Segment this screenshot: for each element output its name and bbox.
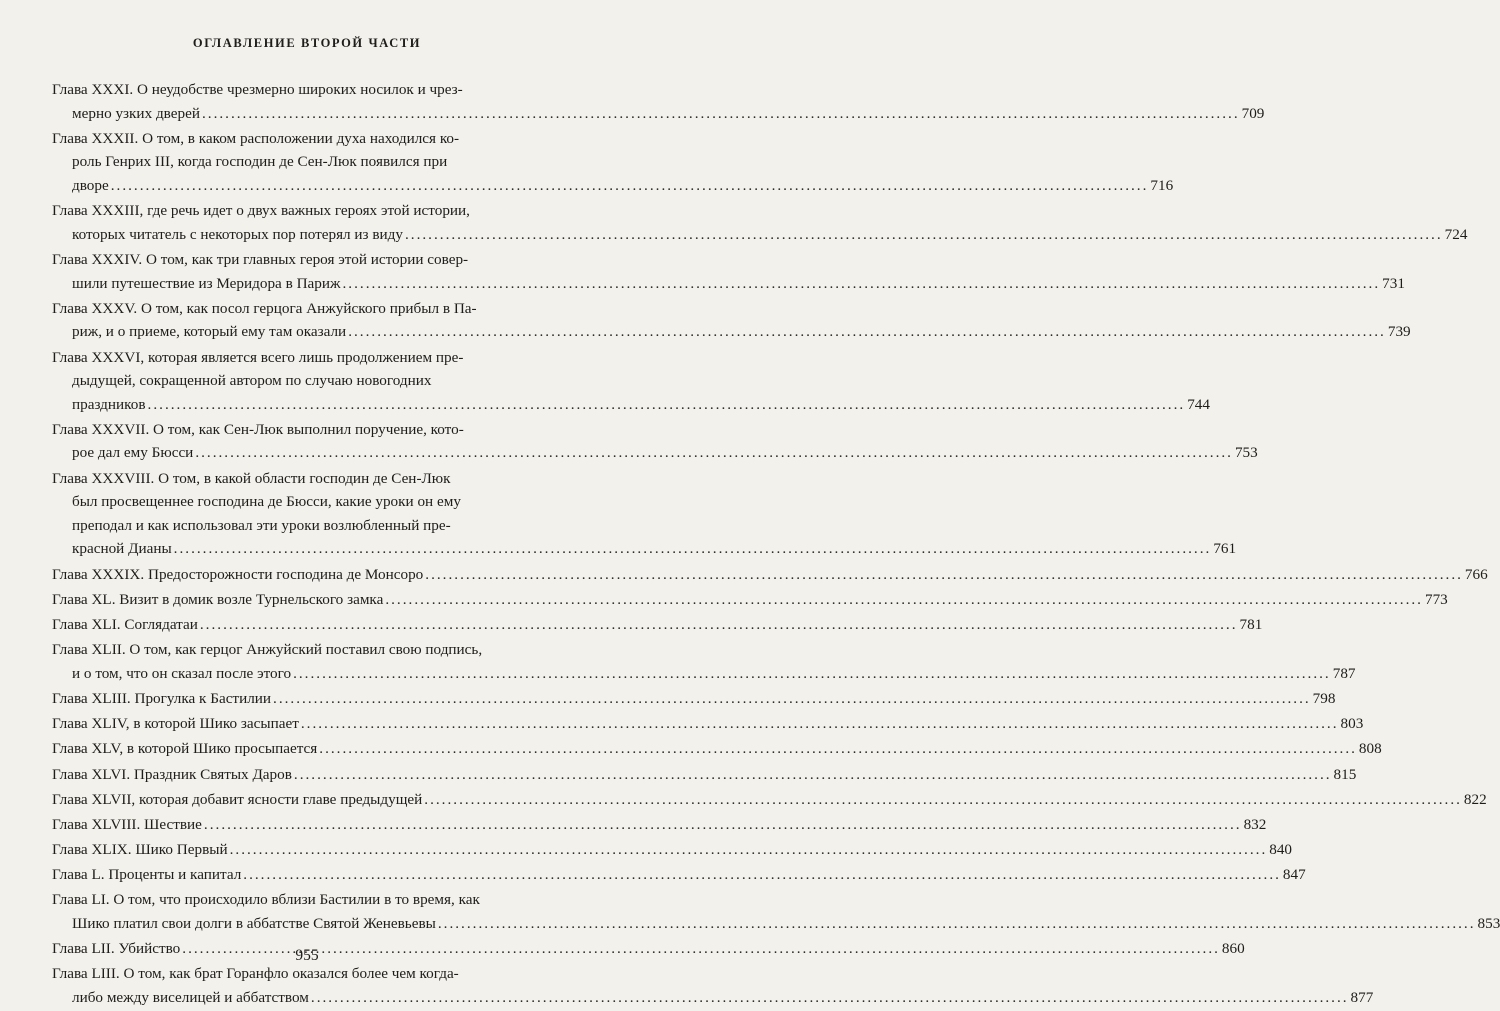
toc-entry-page: 753 [1235,441,1258,465]
dot-leader [111,174,1149,198]
toc-entry-line: роль Генрих III, когда господин де Сен-Люк появился при [52,150,570,174]
toc-entry-last-line [52,737,570,761]
toc-entry-page: 716 [1150,174,1173,198]
toc-entry-title: Глава XL. Визит в домик возле Турнельского замка [52,588,383,612]
toc-entry-line: Глава LI. О том, что происходило вблизи Бастилии в то время, как [52,888,570,912]
toc-entry-title: Глава XLV, в которой Шико просыпается [52,737,317,761]
toc-entry-line: Глава XLII. О том, как герцог Анжуйский поставил свою подпись, [52,638,570,662]
toc-entry-page: 744 [1187,393,1210,417]
toc-entry-last-line [52,613,570,637]
dot-leader [230,838,1268,862]
toc-entry-page: 709 [1242,102,1265,126]
dot-leader [438,912,1476,936]
toc-entry-page: 761 [1213,537,1236,561]
toc-entry-last-line [52,912,570,936]
toc-entry-title: Глава XLIII. Прогулка к Бастилии [52,687,271,711]
dot-leader [294,763,1332,787]
toc-entry-title: Глава XLI. Соглядатаи [52,613,198,637]
toc-entry-last-line [52,537,570,561]
toc-entry-line: был просвещеннее господина де Бюсси, какие уроки он ему [52,490,570,514]
dot-leader [343,272,1381,296]
toc-entry-page: 808 [1359,737,1382,761]
toc-entry-page: 803 [1341,712,1364,736]
toc-entry [52,863,570,887]
toc-entry-title: либо между виселицей и аббатством [72,986,309,1010]
toc-entry-title: Глава L. Проценты и капитал [52,863,241,887]
toc-entry-page: 766 [1465,563,1488,587]
dot-leader [405,223,1443,247]
toc-entry-last-line [52,223,570,247]
toc-entry [52,813,570,837]
toc-entry-title: Глава LII. Убийство [52,937,180,961]
toc-entry-page: 724 [1445,223,1468,247]
dot-leader [174,537,1212,561]
toc-entry-last-line [52,393,570,417]
dot-leader [200,613,1238,637]
dot-leader [311,986,1349,1010]
toc-entry-title: Глава XLVIII. Шествие [52,813,202,837]
toc-entry-title: рое дал ему Бюсси [72,441,193,465]
toc-entry-line: дыдущей, сокращенной автором по случаю новогодних [52,369,570,393]
toc-entry [52,467,570,561]
toc-entry-last-line [52,272,570,296]
toc-entry-title: мерно узких дверей [72,102,200,126]
toc-entry [52,418,570,465]
toc-entry-page: 853 [1478,912,1500,936]
toc-entry-page: 840 [1269,838,1292,862]
toc-entry [52,638,570,685]
dot-leader [425,563,1463,587]
toc-entry-title: которых читатель с некоторых пор потерял из виду [72,223,403,247]
toc-entry-last-line [52,687,570,711]
toc-entry-last-line [52,712,570,736]
dot-leader [424,788,1462,812]
toc-entry-line: Глава XXXV. О том, как посол герцога Анжуйского прибыл в Па- [52,297,570,321]
toc-entry-title: Глава XLVI. Праздник Святых Даров [52,763,292,787]
toc-entry-last-line [52,838,570,862]
toc-entry-title: и о том, что он сказал после этого [72,662,291,686]
toc-entry [52,712,570,736]
dot-leader [148,393,1186,417]
toc-entry-page: 773 [1425,588,1448,612]
toc-entry-line: Глава XXXIV. О том, как три главных героя этой истории совер- [52,248,570,272]
toc-entry [52,962,570,1009]
toc-entry [52,248,570,295]
toc-entry-line: Глава XXXVI, которая является всего лишь продолжением пре- [52,346,570,370]
toc-entry-page: 822 [1464,788,1487,812]
dot-leader [202,102,1240,126]
dot-leader [204,813,1242,837]
toc-entry-line: Глава LIII. О том, как брат Горанфло оказался более чем когда- [52,962,570,986]
toc-entry-page: 847 [1283,863,1306,887]
dot-leader [385,588,1423,612]
toc-entry [52,588,570,612]
dot-leader [319,737,1357,761]
toc-entry [52,78,570,125]
dot-leader [243,863,1281,887]
toc-entry-title: Глава XLIX. Шико Первый [52,838,228,862]
toc-entry [52,888,570,935]
toc-entry-title: Глава XLVII, которая добавит ясности главе предыдущей [52,788,422,812]
toc-entry [52,763,570,787]
toc-entry-title: Глава XXXIX. Предосторожности господина де Монсоро [52,563,423,587]
toc-entry-last-line [52,320,570,344]
dot-leader [273,687,1311,711]
toc-entry-line: Глава XXXVII. О том, как Сен-Люк выполнил поручение, кото- [52,418,570,442]
toc-entry [52,788,570,812]
toc-entry-line: Глава XXXIII, где речь идет о двух важных героях этой истории, [52,199,570,223]
table-of-contents [52,78,570,1011]
toc-entry-page: 832 [1244,813,1267,837]
toc-entry-last-line [52,563,570,587]
dot-leader [348,320,1386,344]
toc-entry [52,838,570,862]
dot-leader [301,712,1339,736]
toc-entry-last-line [52,102,570,126]
toc-entry [52,737,570,761]
dot-leader [293,662,1331,686]
running-head: ОГЛАВЛЕНИЕ ВТОРОЙ ЧАСТИ [0,36,614,51]
toc-entry-page: 787 [1333,662,1356,686]
toc-entry-title: риж, и о приеме, который ему там оказали [72,320,346,344]
toc-entry [52,563,570,587]
toc-entry-page: 739 [1388,320,1411,344]
toc-entry-title: Шико платил свои долги в аббатстве Святой Женевьевы [72,912,436,936]
toc-entry-page: 877 [1351,986,1374,1010]
toc-entry-title: шили путешествие из Меридора в Париж [72,272,341,296]
toc-entry-last-line [52,662,570,686]
toc-entry-last-line [52,763,570,787]
toc-entry-page: 798 [1313,687,1336,711]
toc-entry-last-line [52,788,570,812]
toc-entry [52,687,570,711]
toc-entry-last-line [52,813,570,837]
toc-entry [52,613,570,637]
toc-entry-title: красной Дианы [72,537,172,561]
book-page [0,0,614,1000]
page-number: 955 [0,947,614,965]
toc-entry-last-line [52,174,570,198]
toc-entry [52,127,570,198]
toc-entry-last-line [52,441,570,465]
toc-entry-title: дворе [72,174,109,198]
toc-entry-line: Глава XXXVIII. О том, в какой области господин де Сен-Люк [52,467,570,491]
toc-entry-last-line [52,986,570,1010]
toc-entry-page: 781 [1240,613,1263,637]
toc-entry [52,297,570,344]
toc-entry-line: Глава XXXI. О неудобстве чрезмерно широких носилок и чрез- [52,78,570,102]
toc-entry [52,346,570,417]
toc-entry-page: 731 [1382,272,1405,296]
toc-entry-last-line [52,863,570,887]
toc-entry-title: Глава XLIV, в которой Шико засыпает [52,712,299,736]
toc-entry-title: праздников [72,393,146,417]
toc-entry-page: 860 [1222,937,1245,961]
toc-entry-last-line [52,588,570,612]
dot-leader [195,441,1233,465]
toc-entry [52,199,570,246]
toc-entry-page: 815 [1334,763,1357,787]
toc-entry-line: преподал и как использовал эти уроки возлюбленный пре- [52,514,570,538]
toc-entry-line: Глава XXXII. О том, в каком расположении духа находился ко- [52,127,570,151]
